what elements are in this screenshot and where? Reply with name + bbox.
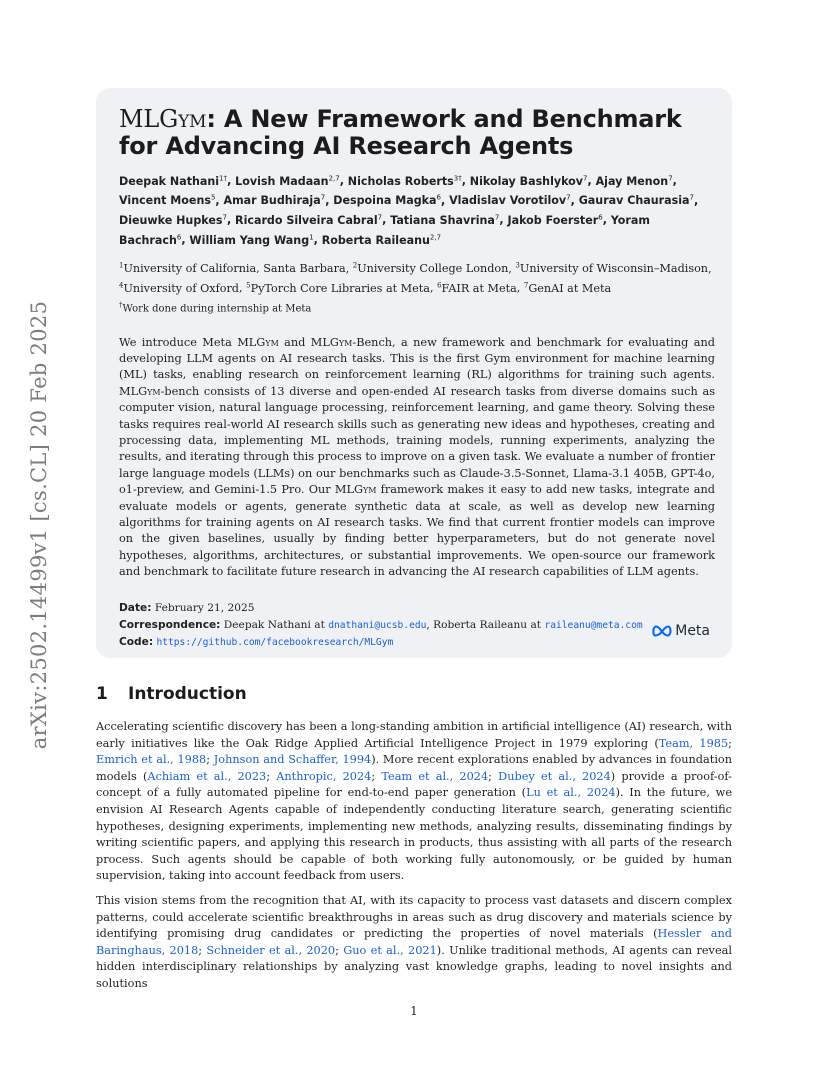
affiliation — [437, 282, 517, 295]
author-list: Deepak Nathani$^{1\dagger}$, Lovish Madaan$^{2,7}$, Nicholas Roberts$^{3\dagger}$, Nikolay Bashlykov$^7$, Ajay Menon$^7$, Vincent Moens$^5$, Amar Budhiraja$^7$, Despoina Magka$^6$, Vladislav Vorotilov$^7$, Gaurav Chaurasia$^7$, Dieuwke Hupkes$^7$, Ricardo Silveira Cabral$^7$, Tatiana Shavrina$^7$, Jakob Foerster$^6$, Yoram Bachrach$^6$, William Yang Wang$^1$, Roberta Raileanu$^{2,7}$ — [119, 174, 699, 247]
body-text: ; — [266, 769, 277, 783]
body-text: ; — [728, 736, 732, 750]
affiliation — [524, 282, 611, 295]
affiliation — [119, 262, 346, 275]
code-line — [119, 634, 715, 651]
affiliation-name: University of Oxford — [123, 282, 239, 296]
citation-link[interactable]: Guo et al., 2021 — [343, 943, 437, 957]
date-line — [119, 600, 715, 617]
affiliation-name: University College London — [357, 262, 509, 276]
introduction-body — [96, 719, 732, 1001]
author-affiliation-marker: 6 — [436, 193, 442, 202]
author-name: Nicholas Roberts — [347, 174, 454, 188]
author-name: Jakob Foerster — [507, 214, 599, 228]
citation-link[interactable]: Achiam et al., 2023 — [147, 769, 267, 783]
author — [322, 234, 441, 247]
author — [470, 175, 588, 188]
affiliation-name: PyTorch Core Libraries at Meta — [250, 282, 430, 296]
abstract — [119, 335, 715, 581]
body-text: ; — [335, 943, 344, 957]
author — [119, 175, 227, 188]
affiliation-marker: 2 — [352, 261, 358, 270]
author-name: Despoina Magka — [333, 194, 437, 208]
correspondence-line — [119, 617, 715, 634]
author-affiliation-marker: 6 — [598, 213, 603, 222]
author — [449, 194, 571, 207]
affiliation — [119, 282, 239, 295]
affiliation-marker: 5 — [246, 281, 251, 290]
affiliation-marker: 3 — [515, 261, 520, 270]
author-affiliation-marker: 3† — [453, 174, 462, 182]
meta-logo — [652, 623, 710, 639]
author-name: Lovish Madaan — [235, 174, 329, 188]
paper-title — [119, 106, 715, 160]
title-mlgym: MLGym — [119, 105, 207, 133]
author — [119, 214, 227, 227]
citation-link[interactable]: Emrich et al., 1988 — [96, 753, 207, 767]
author-affiliation-marker: 1 — [309, 233, 314, 242]
author-name: Dieuwke Hupkes — [119, 214, 223, 228]
author-name: Vincent Moens — [119, 194, 211, 208]
author-name: Deepak Nathani — [119, 174, 220, 188]
affiliation — [246, 282, 430, 295]
author-name: Ajay Menon — [595, 174, 669, 188]
body-text: Accelerating scientific discovery has been a long-standing ambition in artificial intelligence (AI) research, with early initiatives like the Oak Ridge Applied Artificial Intelligence Project in 1979 exploring ( — [96, 720, 732, 750]
title-rest: : A New Framework and Benchmark for Advancing AI Research Agents — [119, 105, 682, 160]
author-affiliation-marker: 7 — [566, 193, 571, 202]
affiliation-name: University of California, Santa Barbara — [123, 262, 346, 276]
author-name: Vladislav Vorotilov — [449, 194, 567, 208]
section-heading — [96, 684, 732, 704]
arxiv-identifier: arXiv:2502.14499v1 [cs.CL] 20 Feb 2025 — [27, 300, 51, 750]
header-card-content — [119, 106, 715, 651]
abstract-text: -Bench, a new framework and benchmark for evaluating and developing LLM agents on AI research tasks. This is the first Gym environment for machine learning (ML) tasks, enabling research on reinforcement learning (RL) algorithms for training such agents. ML — [119, 335, 715, 398]
author-affiliation-marker: 2,7 — [429, 233, 442, 242]
author-affiliation-marker: 7 — [222, 213, 227, 222]
affiliation-marker: 7 — [523, 281, 529, 290]
author-affiliation-marker: 6 — [176, 233, 182, 242]
date-label: Date: — [119, 601, 152, 614]
author — [333, 194, 441, 207]
affiliation-name: University of Wisconsin–Madison — [519, 262, 709, 276]
author — [235, 175, 340, 188]
citation-link[interactable]: Team et al., 2024 — [381, 769, 489, 783]
affiliation — [353, 262, 509, 275]
author — [224, 194, 326, 207]
author — [507, 214, 602, 227]
author-name: Ricardo Silveira Cabral — [235, 214, 378, 228]
email-link-2[interactable]: raileanu@meta.com — [544, 619, 643, 631]
author — [390, 214, 499, 227]
meta-logo-text: Meta — [675, 623, 710, 639]
author — [596, 175, 673, 188]
author-name: Roberta Raileanu — [321, 233, 430, 247]
body-text: ). More recent explorations enabled by advances in foundation models ( — [96, 753, 733, 783]
header-card — [96, 88, 732, 658]
code-url-link[interactable]: https://github.com/facebookresearch/MLGym — [156, 636, 394, 648]
body-text: ; — [371, 769, 382, 783]
meta-infinity-icon — [652, 625, 672, 637]
author-affiliation-marker: 7 — [668, 174, 673, 182]
section-number: 1 — [96, 684, 108, 704]
section-title: Introduction — [128, 684, 247, 704]
abstract-mlgym: Gym — [329, 335, 353, 349]
abstract-mlgym: Gym — [138, 384, 161, 398]
abstract-text: framework makes it easy to add new tasks, integrate and evaluate models or agents, generate synthetic data at scale, as well as develop new learning algorithms for training agents on AI research tasks. We find that current frontier models can improve on the given baselines, usually by finding better hyperparameters, but do not generate novel hypotheses, algorithms, architectures, or substantial improvements. We open-source our framework and benchmark to facilitate future research in advancing the AI research capabilities of LLM agents. — [119, 483, 715, 579]
author-name: Yoram Bachrach — [119, 214, 650, 247]
abstract-mlgym: Gym — [256, 335, 279, 349]
email-link-1[interactable]: dnathani@ucsb.edu — [328, 619, 427, 631]
correspondence-sep: , Roberta Raileanu at — [426, 618, 542, 631]
author-name: Amar Budhiraja — [223, 194, 321, 208]
abstract-text: and ML — [278, 335, 330, 349]
internship-note — [119, 297, 715, 317]
body-text: ). Unlike traditional methods, AI agents can reveal hidden interdisciplinary relationships by analyzing vast knowledge graphs, leading to novel insights and solutions — [96, 943, 732, 990]
note-marker: † — [119, 301, 123, 310]
page-number: 1 — [410, 1004, 418, 1018]
citation-link[interactable]: Team, 1985 — [658, 736, 729, 750]
affiliation-name: FAIR at Meta — [441, 282, 517, 296]
citation-link[interactable]: Anthropic, 2024 — [276, 769, 372, 783]
author-affiliation-marker: 7 — [494, 213, 500, 222]
code-label: Code: — [119, 635, 154, 648]
abstract-text: We introduce Meta ML — [119, 335, 257, 349]
author — [235, 214, 382, 227]
note-text: Work done during internship at Meta — [122, 303, 312, 315]
citation-link[interactable]: Johnson and Schaffer, 1994 — [213, 753, 372, 767]
author-name: Nikolay Bashlykov — [469, 174, 584, 188]
author — [189, 234, 313, 247]
author-affiliation-marker: 7 — [583, 174, 588, 182]
affiliation-marker: 4 — [119, 281, 124, 290]
author-affiliation-marker: 2,7 — [328, 174, 340, 182]
abstract-mlgym: Gym — [353, 483, 377, 497]
author-affiliation-marker: 7 — [377, 213, 383, 222]
body-text: ; — [206, 753, 214, 767]
abstract-text: -bench consists of 13 diverse and open-ended AI research tasks from diverse domains such as computer vision, natural language processing, reinforcement learning, and game theory. Solving these tasks requires real-world AI research skills such as generating new ideas and hypotheses, creating and processing data, implementing ML methods, training models, running experiments, analyzing the results, and iterating through this process to improve on a given task. We evaluate a number of frontier large language models (LLMs) on our benchmarks such as Claude-3.5-Sonnet, Llama-3.1 405B, GPT-4o, o1-preview, and Gemini-1.5 Pro. Our ML — [119, 384, 715, 497]
author-name: Gaurav Chaurasia — [578, 194, 690, 208]
affiliation-marker: 6 — [437, 281, 442, 290]
arxiv-sidebar — [14, 290, 64, 760]
author-name: Tatiana Shavrina — [390, 214, 495, 228]
author — [119, 194, 215, 207]
author-affiliation-marker: 7 — [689, 193, 694, 202]
citation-link[interactable]: Hessler and Baringhaus, 2018 — [96, 927, 732, 957]
author-name: William Yang Wang — [189, 233, 310, 247]
author-affiliation-marker: 7 — [320, 193, 326, 202]
affiliation-list: $^1$University of California, Santa Barbara, $^2$University College London, $^3$University of Wisconsin–Madison, $^4$University of Oxford, $^5$PyTorch Core Libraries at Meta, $^6$FAIR at Meta, $^7$GenAI at Meta — [119, 261, 712, 296]
citation-link[interactable]: Schneider et al., 2020 — [206, 943, 336, 957]
author — [579, 194, 694, 207]
body-text: ) provide a proof-of-concept of a fully automated pipeline for end-to-end paper generation ( — [96, 769, 732, 800]
correspondence-label: Correspondence: — [119, 618, 221, 631]
affiliation — [515, 262, 708, 275]
correspondence-name-1: Deepak Nathani at — [223, 618, 325, 631]
body-text: ). In the future, we envision AI Research Agents capable of independently conducting literature search, generating scientific hypotheses, designing experiments, implementing new methods, analyzing results, disseminating findings by writing scientific papers, and applying this research in products, thus assisting with all parts of the research process. Such agents should be capable of both working fully autonomously, or be guided by human supervision, taking into account feedback from users. — [96, 786, 733, 883]
citation-link[interactable]: Dubey et al., 2024 — [498, 769, 611, 783]
author-affiliation-marker: 5 — [210, 193, 216, 202]
body-text: ; — [488, 769, 499, 783]
author — [348, 175, 462, 188]
body-text: This vision stems from the recognition that AI, with its capacity to process vast datasets and discern complex patterns, could accelerate scientific breakthroughs in areas such as drug discovery and materials science by identifying promising drug candidates or predicting the properties of novel materials ( — [96, 893, 732, 941]
affiliation-marker: 1 — [119, 261, 124, 270]
citation-link[interactable]: Lu et al., 2024 — [526, 786, 616, 800]
paper-metadata — [119, 600, 715, 651]
affiliation-name: GenAI at Meta — [528, 282, 612, 296]
author-affiliation-marker: 1† — [219, 174, 228, 182]
body-text: ; — [198, 943, 207, 957]
paragraph-1 — [96, 719, 732, 885]
date-value: February 21, 2025 — [154, 601, 255, 614]
paragraph-2 — [96, 893, 732, 993]
